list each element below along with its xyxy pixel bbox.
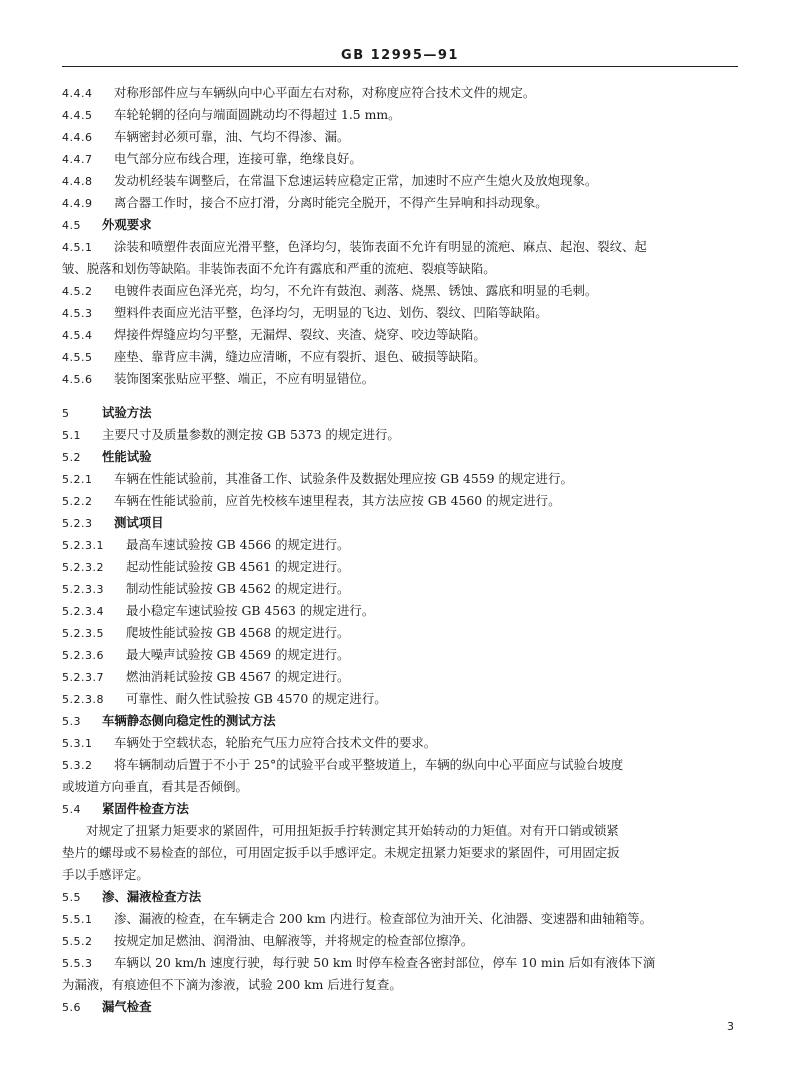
text-line (62, 170, 738, 192)
text-line (62, 600, 738, 622)
text-line (62, 974, 738, 996)
text-line (62, 82, 738, 104)
clause-number: 4.4.6 (62, 131, 93, 144)
text-line (62, 952, 738, 974)
clause-text: 燃油消耗试验按 GB 4567 的规定进行。 (126, 669, 350, 684)
clause-number: 5.2 (62, 451, 81, 464)
clause-text: 座垫、靠背应丰满，缝边应清晰，不应有裂折、退色、破损等缺陷。 (114, 349, 486, 364)
clause-text: 紧固件检查方法 (102, 801, 189, 816)
clause-text: 对规定了扭紧力矩要求的紧固件，可用扭矩扳手拧转测定其开始转动的力矩值。对有开口销或锁紧 (86, 823, 619, 838)
text-line (62, 688, 738, 710)
clause-number: 4.5.3 (62, 307, 93, 320)
clause-number: 5.5 (62, 891, 81, 904)
clause-number: 5.2.3 (62, 517, 93, 530)
clause-number: 5.2.3.2 (62, 561, 104, 574)
text-line (62, 534, 738, 556)
text-line (62, 512, 738, 534)
clause-text: 最大噪声试验按 GB 4569 的规定进行。 (126, 647, 350, 662)
text-line (62, 996, 738, 1018)
clause-text: 为漏液，有痕迹但不下滴为渗液，试验 200 km 后进行复查。 (62, 977, 402, 992)
clause-number: 5.3.1 (62, 737, 93, 750)
clause-text: 发动机经装车调整后，在常温下怠速运转应稳定正常，加速时不应产生熄火及放炮现象。 (114, 173, 598, 188)
clause-text: 车辆密封必须可靠，油、气均不得渗、漏。 (114, 129, 350, 144)
clause-number: 5.2.1 (62, 473, 93, 486)
text-line (62, 280, 738, 302)
clause-number: 5.3 (62, 715, 81, 728)
clause-number: 4.4.8 (62, 175, 93, 188)
text-line (62, 820, 738, 842)
clause-number: 5.2.3.5 (62, 627, 104, 640)
clause-number: 4.4.9 (62, 197, 93, 210)
clause-text: 皱、脱落和划伤等缺陷。非装饰表面不允许有露底和严重的流疤、裂痕等缺陷。 (62, 261, 496, 276)
clause-number: 4.4.5 (62, 109, 93, 122)
clause-text: 装饰图案张贴应平整、端正，不应有明显错位。 (114, 371, 375, 386)
clause-number: 5 (62, 407, 70, 420)
clause-text: 离合器工作时，接合不应打滑，分离时能完全脱开，不得产生异响和抖动现象。 (114, 195, 548, 210)
clause-number: 5.2.3.8 (62, 693, 104, 706)
text-line (62, 776, 738, 798)
clause-text: 测试项目 (114, 515, 164, 530)
clause-text: 塑料件表面应光洁平整，色泽均匀，无明显的飞边、划伤、裂纹、凹陷等缺陷。 (114, 305, 548, 320)
clause-text: 电镀件表面应色泽光亮，均匀，不允许有鼓泡、剥落、烧黑、锈蚀、露底和明显的毛刺。 (114, 283, 598, 298)
clause-text: 车辆在性能试验前，其准备工作、试验条件及数据处理应按 GB 4559 的规定进行。 (114, 471, 573, 486)
clause-number: 4.5.4 (62, 329, 93, 342)
text-line (62, 556, 738, 578)
text-line (62, 644, 738, 666)
clause-number: 5.1 (62, 429, 81, 442)
text-line (62, 930, 738, 952)
text-line (62, 214, 738, 236)
clause-text: 车轮轮辋的径向与端面圆跳动均不得超过 1.5 mm。 (114, 107, 401, 122)
document-body (62, 82, 738, 1018)
clause-text: 焊接件焊缝应均匀平整，无漏焊、裂纹、夹渣、烧穿、咬边等缺陷。 (114, 327, 486, 342)
clause-number: 5.4 (62, 803, 81, 816)
clause-number: 4.4.7 (62, 153, 93, 166)
text-line (62, 864, 738, 886)
text-line (62, 368, 738, 390)
clause-number: 5.3.2 (62, 759, 93, 772)
clause-text: 手以手感评定。 (62, 867, 149, 882)
clause-text: 渗、漏液检查方法 (102, 889, 202, 904)
clause-number: 5.2.3.3 (62, 583, 104, 596)
clause-number: 4.5.2 (62, 285, 93, 298)
clause-text: 按规定加足燃油、润滑油、电解液等，并将规定的检查部位擦净。 (114, 933, 474, 948)
text-line (62, 886, 738, 908)
clause-text: 电气部分应布线合理，连接可靠，绝缘良好。 (114, 151, 362, 166)
text-line (62, 732, 738, 754)
clause-text: 外观要求 (102, 217, 152, 232)
clause-text: 制动性能试验按 GB 4562 的规定进行。 (126, 581, 350, 596)
page-number: 3 (727, 1020, 734, 1033)
text-line (62, 346, 738, 368)
text-line (62, 754, 738, 776)
text-line (62, 710, 738, 732)
clause-text: 最高车速试验按 GB 4566 的规定进行。 (126, 537, 350, 552)
clause-text: 垫片的螺母或不易检查的部位，可用固定扳手以手感评定。未规定扭紧力矩要求的紧固件，可用固定扳 (62, 845, 620, 860)
clause-text: 最小稳定车速试验按 GB 4563 的规定进行。 (126, 603, 375, 618)
text-line (62, 578, 738, 600)
text-line (62, 258, 738, 280)
clause-text: 爬坡性能试验按 GB 4568 的规定进行。 (126, 625, 350, 640)
text-line (62, 622, 738, 644)
clause-text: 车辆以 20 km/h 速度行驶，每行驶 50 km 时停车检查各密封部位，停车 10 min 后如有液体下滴 (114, 955, 656, 970)
text-line (62, 490, 738, 512)
clause-number: 4.5.5 (62, 351, 93, 364)
text-line (62, 236, 738, 258)
text-line (62, 192, 738, 214)
clause-number: 5.2.3.4 (62, 605, 104, 618)
text-line (62, 798, 738, 820)
clause-text: 试验方法 (102, 405, 152, 420)
text-line (62, 324, 738, 346)
clause-number: 5.2.3.6 (62, 649, 104, 662)
text-line (62, 424, 738, 446)
clause-text: 起动性能试验按 GB 4561 的规定进行。 (126, 559, 350, 574)
clause-text: 或坡道方向垂直，看其是否倾倒。 (62, 779, 248, 794)
clause-number: 5.2.2 (62, 495, 93, 508)
clause-text: 将车辆制动后置于不小于 25°的试验平台或平整坡道上，车辆的纵向中心平面应与试验台坡度 (114, 757, 624, 772)
clause-text: 漏气检查 (102, 999, 152, 1014)
text-line (62, 302, 738, 324)
clause-number: 4.5 (62, 219, 81, 232)
text-line (62, 104, 738, 126)
clause-text: 涂装和喷塑件表面应光滑平整，色泽均匀，装饰表面不允许有明显的流疤、麻点、起泡、裂纹、起 (114, 239, 647, 254)
clause-number: 5.5.1 (62, 913, 93, 926)
clause-number: 4.4.4 (62, 87, 93, 100)
header-rule (62, 66, 738, 67)
clause-text: 性能试验 (102, 449, 152, 464)
clause-number: 4.5.6 (62, 373, 93, 386)
clause-text: 可靠性、耐久性试验按 GB 4570 的规定进行。 (126, 691, 387, 706)
text-line (62, 402, 738, 424)
standard-code-header: GB 12995—91 (341, 48, 459, 63)
text-line (62, 666, 738, 688)
clause-number: 5.5.3 (62, 957, 93, 970)
text-line (62, 908, 738, 930)
clause-text: 车辆处于空载状态，轮胎充气压力应符合技术文件的要求。 (114, 735, 437, 750)
clause-text: 车辆静态侧向稳定性的测试方法 (102, 713, 276, 728)
clause-number: 5.6 (62, 1001, 81, 1014)
text-line (62, 148, 738, 170)
text-line (62, 126, 738, 148)
clause-text: 车辆在性能试验前，应首先校核车速里程表，其方法应按 GB 4560 的规定进行。 (114, 493, 561, 508)
clause-number: 5.5.2 (62, 935, 93, 948)
text-line (62, 842, 738, 864)
clause-text: 对称形部件应与车辆纵向中心平面左右对称，对称度应符合技术文件的规定。 (114, 85, 536, 100)
clause-text: 渗、漏液的检查，在车辆走合 200 km 内进行。检查部位为油开关、化油器、变速器和曲轴箱等。 (114, 911, 652, 926)
clause-number: 5.2.3.1 (62, 539, 104, 552)
clause-text: 主要尺寸及质量参数的测定按 GB 5373 的规定进行。 (102, 427, 400, 442)
text-line (62, 446, 738, 468)
clause-number: 4.5.1 (62, 241, 93, 254)
text-line (62, 468, 738, 490)
clause-number: 5.2.3.7 (62, 671, 104, 684)
